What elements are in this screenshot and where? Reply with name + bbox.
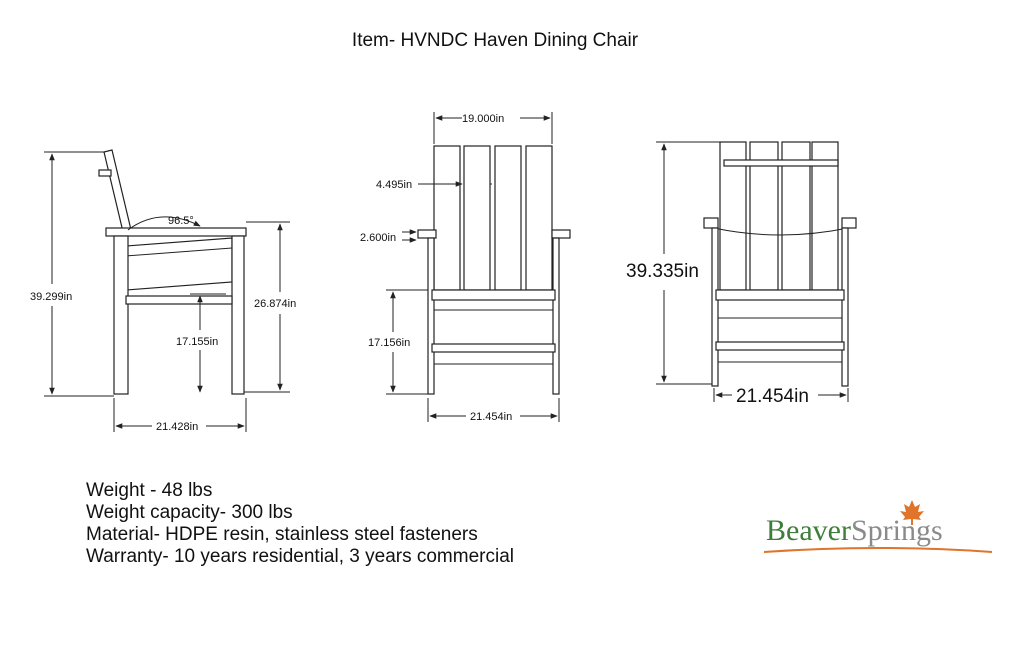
side-depth-label: 21.428in	[156, 421, 199, 433]
svg-text:BeaverSprings	[766, 514, 943, 547]
rear-view	[626, 142, 856, 407]
spec-weight: Weight - 48 lbs	[86, 480, 213, 501]
beaversprings-logo	[760, 498, 1000, 558]
side-seat-height-label: 17.155in	[176, 336, 219, 348]
page-title: Item- HVNDC Haven Dining Chair	[351, 30, 639, 51]
front-view	[360, 112, 570, 423]
side-total-height-label: 39.299in	[30, 291, 73, 303]
rear-width-label: 21.454in	[736, 386, 809, 407]
side-arm-height-label: 26.874in	[254, 298, 297, 310]
logo-text-beaver: Beaver	[766, 514, 851, 547]
side-angle-label: 96.5°	[168, 215, 194, 227]
front-seat-height-label: 17.156in	[368, 337, 411, 349]
spec-warranty: Warranty- 10 years residential, 3 years commercial	[86, 546, 514, 567]
front-slat-width-label: 4.495in	[376, 179, 413, 191]
front-width-label: 21.454in	[470, 411, 513, 423]
rear-total-height-label: 39.335in	[626, 261, 699, 282]
front-arm-thickness-label: 2.600in	[360, 232, 397, 244]
front-back-width-label: 19.000in	[462, 113, 505, 125]
logo-text-springs: Springs	[850, 514, 943, 547]
side-view	[30, 150, 296, 433]
spec-capacity: Weight capacity- 300 lbs	[86, 502, 293, 523]
spec-material: Material- HDPE resin, stainless steel fasteners	[86, 524, 478, 545]
spec-list	[86, 480, 514, 568]
